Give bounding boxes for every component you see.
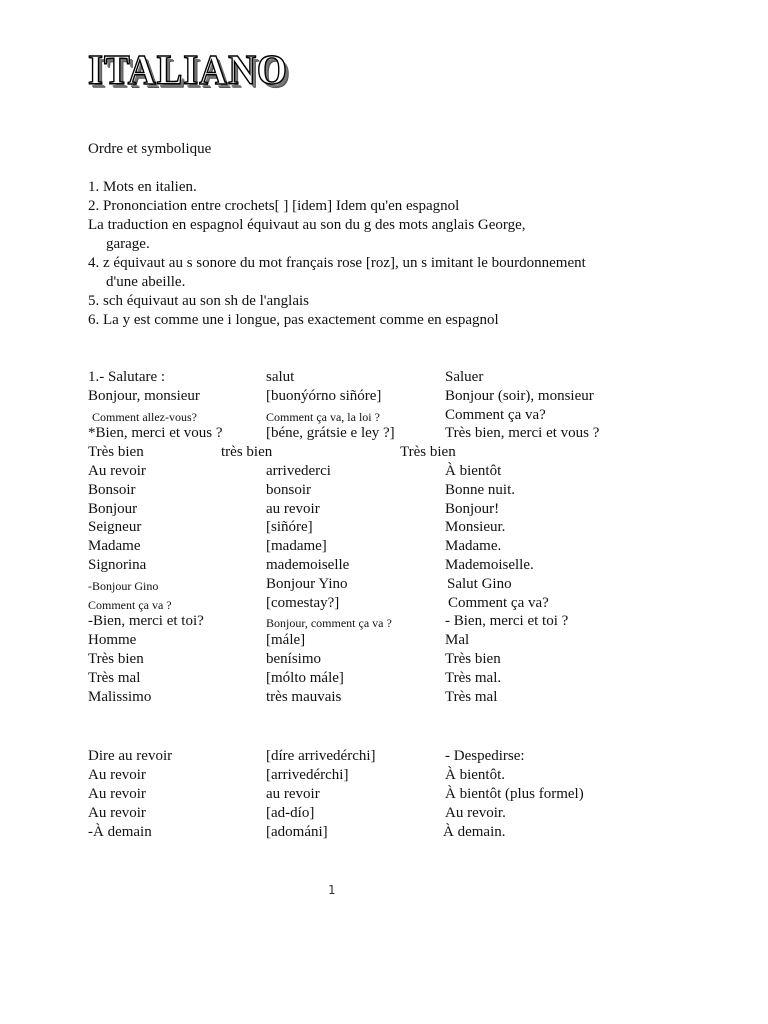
- document-title: ITALIANO: [88, 48, 288, 94]
- vocab-cell: Au revoir: [88, 805, 146, 821]
- vocab-cell: - Bien, merci et toi ?: [445, 613, 569, 630]
- vocab-cell: arrivederci: [266, 463, 331, 479]
- vocab-cell: - Despedirse:: [445, 748, 525, 764]
- vocab-cell: -Bonjour Gino: [88, 578, 159, 593]
- vocab-cell: [madame]: [266, 538, 327, 555]
- vocab-cell: Homme: [88, 632, 137, 649]
- vocab-cell: [díre arrivedérchi]: [266, 748, 376, 764]
- note-line: 1. Mots en italien.: [88, 179, 197, 195]
- vocab-cell: Très mal: [445, 688, 498, 705]
- vocab-cell: Mal: [445, 632, 470, 649]
- vocab-cell: Bonjour, monsieur: [88, 387, 200, 404]
- vocab-cell: Très bien: [445, 651, 501, 667]
- vocab-cell: salut: [266, 369, 295, 385]
- vocab-cell: Signorina: [88, 557, 147, 573]
- vocab-cell: Monsieur.: [445, 519, 506, 536]
- vocab-cell: Salut Gino: [447, 575, 512, 592]
- vocab-cell: Seigneur: [88, 519, 142, 536]
- note-line-continuation: garage.: [106, 236, 150, 252]
- vocab-cell: [ad-dío]: [266, 805, 315, 821]
- vocab-cell: Malissimo: [88, 688, 152, 705]
- vocab-cell: Au revoir: [88, 767, 146, 783]
- page-number: 1: [328, 883, 336, 897]
- vocab-cell: [mólto mále]: [266, 669, 344, 686]
- vocab-cell: Très mal.: [445, 669, 502, 686]
- vocab-cell: Madame.: [445, 538, 502, 555]
- vocab-cell: 1.- Salutare :: [88, 369, 166, 385]
- vocab-cell: au revoir: [266, 786, 320, 802]
- vocab-cell: -À demain: [88, 824, 152, 840]
- vocab-cell: mademoiselle: [266, 557, 350, 573]
- note-line: 6. La y est comme une i longue, pas exactement comme en espagnol: [88, 312, 499, 328]
- vocab-cell: À demain.: [443, 824, 506, 840]
- vocab-cell: [adománi]: [266, 824, 328, 840]
- vocab-cell: -Bien, merci et toi?: [88, 613, 204, 630]
- vocab-cell: Bonjour, comment ça va ?: [266, 616, 392, 631]
- vocab-cell: Très bien, merci et vous ?: [445, 425, 600, 442]
- vocab-cell: [mále]: [266, 632, 306, 649]
- vocab-cell: benísimo: [266, 651, 321, 667]
- vocab-cell: Au revoir: [88, 463, 146, 479]
- vocab-cell: Au revoir: [88, 786, 146, 802]
- vocab-cell: Mademoiselle.: [445, 557, 534, 573]
- vocab-cell: Bonjour!: [445, 500, 500, 517]
- vocab-cell: très bien: [221, 444, 273, 461]
- vocab-cell: [béne, grátsie e ley ?]: [266, 425, 395, 442]
- vocab-cell: Bonjour (soir), monsieur: [445, 387, 594, 404]
- vocab-cell: *Bien, merci et vous ?: [88, 425, 223, 442]
- vocab-cell: très mauvais: [266, 688, 342, 705]
- vocab-cell: Très bien: [88, 651, 144, 667]
- vocab-cell: Au revoir.: [445, 805, 506, 821]
- section-heading: Ordre et symbolique: [88, 141, 212, 157]
- vocab-cell: [buonýórno siñóre]: [266, 387, 382, 404]
- vocab-cell: [comestay?]: [266, 594, 340, 611]
- vocab-cell: Bonsoir: [88, 481, 136, 498]
- vocab-cell: Comment ça va?: [448, 594, 549, 611]
- vocab-cell: Comment ça va, la loi ?: [266, 409, 380, 424]
- vocab-cell: au revoir: [266, 500, 320, 517]
- vocab-cell: Bonne nuit.: [445, 481, 515, 498]
- vocab-cell: Bonjour: [88, 500, 138, 517]
- vocab-cell: À bientôt.: [445, 767, 505, 783]
- vocab-cell: Madame: [88, 538, 141, 555]
- vocab-cell: Comment ça va?: [445, 406, 546, 423]
- vocab-cell: À bientôt (plus formel): [445, 786, 584, 802]
- note-line: 2. Prononciation entre crochets[ ] [idem] Idem qu'en espagnol: [88, 198, 460, 214]
- vocab-cell: Bonjour Yino: [266, 575, 348, 592]
- vocab-cell: Très bien: [88, 444, 144, 461]
- note-line: 5. sch équivaut au son sh de l'anglais: [88, 293, 309, 309]
- vocab-cell: Dire au revoir: [88, 748, 173, 764]
- vocab-cell: [siñóre]: [266, 519, 313, 536]
- vocab-cell: Très bien: [400, 444, 456, 461]
- note-line-continuation: d'une abeille.: [106, 274, 186, 290]
- vocab-cell: À bientôt: [445, 463, 502, 479]
- vocab-cell: Saluer: [445, 369, 484, 385]
- note-line: 4. z équivaut au s sonore du mot français rose [roz], un s imitant le bourdonnement: [88, 255, 586, 271]
- vocab-cell: Comment ça va ?: [88, 597, 172, 612]
- vocab-cell: bonsoir: [266, 481, 311, 498]
- vocab-cell: Comment allez-vous?: [92, 409, 197, 424]
- note-line: La traduction en espagnol équivaut au son du g des mots anglais George,: [88, 217, 526, 233]
- vocab-cell: Très mal: [88, 669, 141, 686]
- vocab-cell: [arrivedérchi]: [266, 767, 349, 783]
